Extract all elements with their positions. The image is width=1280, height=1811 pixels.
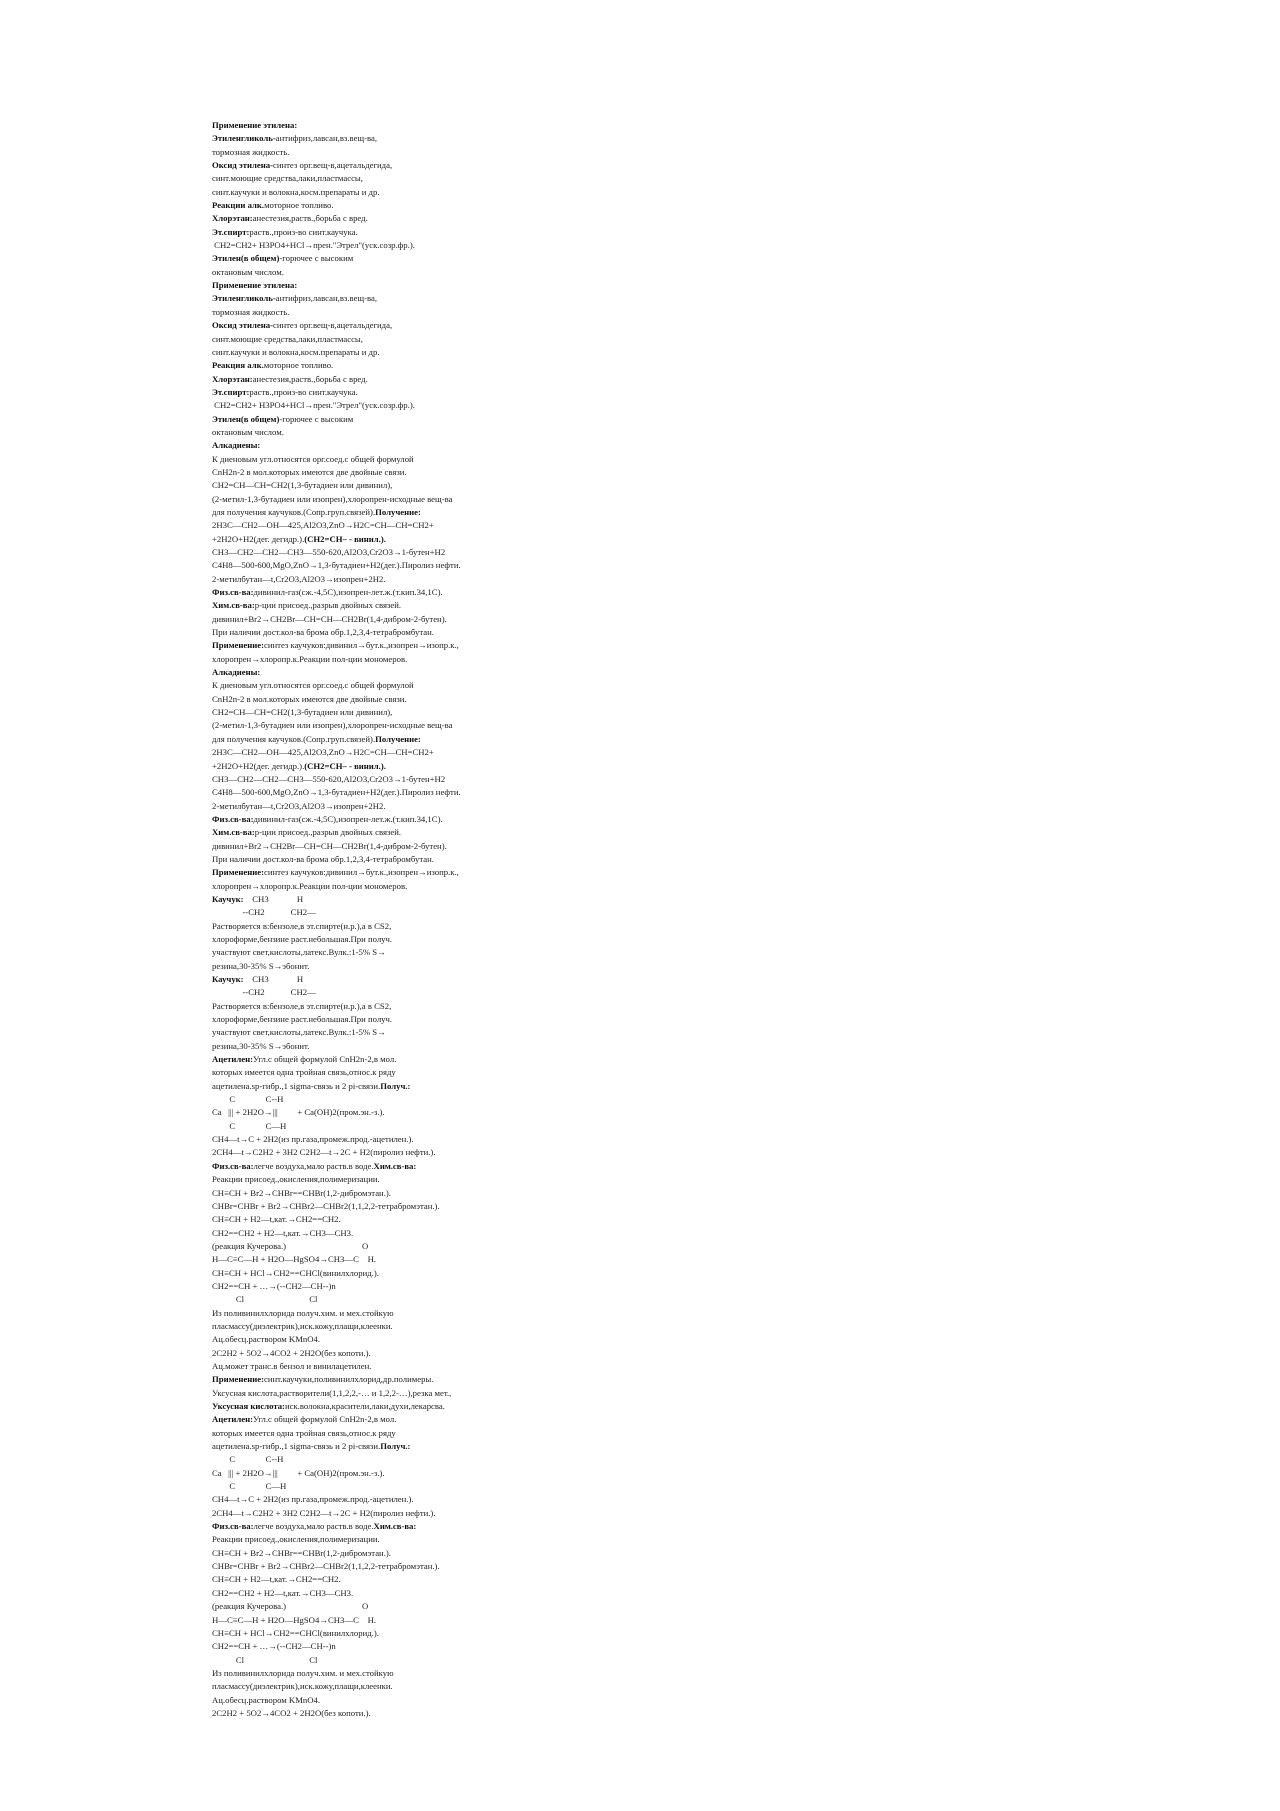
line-text: синтез каучуков:дивинил→бут.к.,изопрен→изопр.к.,	[264, 867, 459, 878]
text-line	[212, 132, 772, 145]
text-line	[212, 1213, 772, 1226]
text-line	[212, 373, 772, 386]
text-line	[212, 1187, 772, 1200]
text-line	[212, 693, 772, 706]
bold-heading: Этилен(в общем)	[212, 413, 280, 424]
text-line	[212, 893, 772, 906]
bold-heading: Физ.св-ва:	[212, 1160, 254, 1171]
bold-heading: Реакция алк.	[212, 360, 264, 371]
text-line	[212, 1507, 772, 1520]
line-text: октановым числом.	[212, 426, 284, 437]
text-line	[212, 786, 772, 799]
text-line	[212, 1093, 772, 1106]
text-line	[212, 1707, 772, 1720]
text-line	[212, 1587, 772, 1600]
line-text: Ац.может транс.в бензол и винилацетилен.	[212, 1360, 372, 1371]
text-line	[212, 639, 772, 652]
line-text: Угл.с общей формулой CnH2n-2,в мол.	[253, 1054, 397, 1065]
text-line	[212, 866, 772, 879]
text-line	[212, 746, 772, 759]
text-line	[212, 1240, 772, 1253]
text-line	[212, 986, 772, 999]
text-line	[212, 1480, 772, 1493]
text-line	[212, 853, 772, 866]
text-line	[212, 800, 772, 813]
text-line	[212, 386, 772, 399]
bold-heading: Физ.св-ва:	[212, 813, 254, 824]
text-line	[212, 346, 772, 359]
bold-heading: Применение этилена:	[212, 120, 298, 130]
line-text: +2H2O+H2(дег. дегидр.).	[212, 533, 305, 544]
text-line	[212, 546, 772, 559]
text-line	[212, 1013, 772, 1026]
line-text: C C--H	[212, 1454, 284, 1465]
line-text: CHBr=CHBr + Br2→CHBr2—CHBr2(1,1,2,2-тетрабромэтан.).	[212, 1561, 440, 1572]
text-line	[212, 506, 772, 519]
bold-heading: Получ.:	[380, 1080, 411, 1091]
line-text: CH4—t→C + 2H2(из пр.газа,промеж.прод.-ацетилен.).	[212, 1134, 414, 1145]
line-text: C C--H	[212, 1094, 284, 1105]
line-text: дивинил-газ(сж.-4,5C),изопрен-лет.ж.(т.кип.34,1C).	[253, 813, 443, 824]
text-line	[212, 613, 772, 626]
line-text: CH2=CH2+ H3PO4+HCl→прен."Этрел"(уск.созр.фр.).	[212, 240, 415, 251]
line-text: C C—H	[212, 1120, 287, 1131]
text-line	[212, 1000, 772, 1013]
line-text: тормозная жидкость.	[212, 146, 290, 157]
text-line	[212, 413, 772, 426]
line-text: CH2==CH2 + H2—t,кат.→CH3—CH3.	[212, 1227, 354, 1238]
bold-heading: Этиленгликоль-	[212, 133, 276, 144]
line-text: хлороформе,бензине раст.небольшая.При получ.	[212, 933, 393, 944]
line-text: Ca ||| + 2H2O→||| + Ca(OH)2(пром.эн.-з.).	[212, 1467, 385, 1478]
line-text: Cl Cl	[212, 1654, 318, 1665]
text-line	[212, 1120, 772, 1133]
text-line	[212, 666, 772, 679]
line-text: --CH2 CH2—	[212, 907, 316, 918]
line-text: 2C2H2 + 5O2→4CO2 + 2H2O(без копоти.).	[212, 1347, 371, 1358]
text-line	[212, 426, 772, 439]
bold-heading: Получение:	[375, 733, 421, 744]
line-text: для получения каучуков.(Сопр.груп.связей).	[212, 506, 376, 517]
bold-heading: Этиленгликоль-	[212, 293, 276, 304]
text-line	[212, 1173, 772, 1186]
line-text: Растворяется в:бензоле,в эт.спирте(н.р.),а в CS2,	[212, 1000, 392, 1011]
text-line	[212, 1200, 772, 1213]
line-text: иск.волокна,красители,лаки,духи,лекарсва.	[284, 1401, 445, 1411]
text-line	[212, 1293, 772, 1306]
line-text: CH≡CH + HCl→CH2==CHCl(винилхлорид.).	[212, 1627, 379, 1638]
bold-heading: Хлорэтан:	[212, 373, 253, 384]
line-text: синт.каучуки,поливинилхлорид,др.полимеры.	[264, 1374, 434, 1385]
text-line	[212, 1680, 772, 1693]
line-text: раств.,произ-во синт.каучука.	[249, 386, 358, 397]
line-text: пласмассу(диэлектрик),иск.кожу,плащи,клеенки.	[212, 1320, 393, 1331]
line-text: резина,30-35% S→эбонит.	[212, 1040, 310, 1051]
line-text: моторное топливо.	[263, 360, 334, 371]
line-text: (2-метил-1,3-бутадиен или изопрен),хлоропрен-исходные вещ-ва	[212, 720, 453, 731]
text-line	[212, 159, 772, 172]
line-text: моторное топливо.	[264, 200, 334, 211]
line-text: H—C≡C—H + H2O—HgSO4→CH3—C H.	[212, 1614, 377, 1625]
text-line	[212, 1227, 772, 1240]
line-text: пласмассу(диэлектрик),иск.кожу,плащи,клеенки.	[212, 1681, 393, 1692]
line-text: дивинил-газ(сж.-4,5C),изопрен-лет.ж.(т.кип.34,1C).	[253, 587, 443, 598]
line-text: синт.моющие средства,лаки,пластмассы,	[212, 333, 363, 344]
line-text: дивинил+Br2→CH2Br—CH=CH—CH2Br(1,4-дибром-2-бутен).	[212, 613, 447, 624]
text-line	[212, 333, 772, 346]
line-text: октановым числом.	[212, 266, 284, 277]
line-text: анестезия,раств.,борьба с вред.	[252, 213, 368, 224]
bold-heading: Применение:	[212, 1374, 264, 1385]
text-line	[212, 493, 772, 506]
text-line	[212, 946, 772, 959]
line-text: хлороформе,бензине раст.небольшая.При получ.	[212, 1014, 393, 1025]
text-line	[212, 1066, 772, 1079]
line-text: 2CH4—t→C2H2 + 3H2 C2H2—t→2C + H2(пиролиз нефти.).	[212, 1147, 436, 1158]
text-line	[212, 653, 772, 666]
text-line	[212, 1026, 772, 1039]
text-line	[212, 1654, 772, 1667]
bold-heading: Получение:	[375, 506, 421, 517]
line-text: К диеновым угл.относятся орг.соед.с общей формулой	[212, 453, 414, 464]
text-line	[212, 1400, 772, 1413]
bold-heading: Оксид этилена-	[212, 160, 273, 171]
text-line	[212, 1387, 772, 1400]
line-text: (реакция Кучерова.) O	[212, 1240, 369, 1251]
line-text: р-ции присоед.,разрыв двойных связей.	[254, 600, 402, 611]
text-line	[212, 1600, 772, 1613]
text-line	[212, 1533, 772, 1546]
line-text: 2-метилбутан—t,Cr2O3,Al2O3→изопрен+2H2.	[212, 573, 386, 584]
text-line	[212, 1560, 772, 1573]
text-line	[212, 573, 772, 586]
bold-heading: Эт.спирт:	[212, 226, 250, 237]
line-text: К диеновым угл.относятся орг.соед.с общей формулой	[212, 680, 414, 691]
line-text: +2H2O+H2(дег. дегидр.).	[212, 760, 305, 771]
text-line	[212, 1427, 772, 1440]
text-line	[212, 292, 772, 305]
line-text: H—C≡C—H + H2O—HgSO4→CH3—C H.	[212, 1254, 377, 1265]
text-line	[212, 559, 772, 572]
line-text: Растворяется в:бензоле,в эт.спирте(н.р.),а в CS2,	[212, 920, 392, 931]
line-text: CH≡CH + H2—t,кат.→CH2==CH2.	[212, 1214, 341, 1225]
text-line	[212, 1080, 772, 1093]
line-text: Из поливинилхлорида получ.хим. и мех.стойкую	[212, 1307, 394, 1318]
line-text: Реакции присоед.,окисления,полимеризации.	[212, 1534, 380, 1545]
text-line	[212, 172, 772, 185]
bold-heading: Ацетилен:	[212, 1414, 254, 1425]
line-text: CH2==CH2 + H2—t,кат.→CH3—CH3.	[212, 1587, 354, 1598]
line-text: При наличии дост.кол-ва брома обр.1,2,3,4-тетрабромбутан.	[212, 853, 434, 864]
text-line	[212, 1694, 772, 1707]
line-text: Ац.обесц.раствором KMnO4.	[212, 1694, 321, 1705]
text-line	[212, 760, 772, 773]
bold-heading: (CH2=CH– - винил.).	[304, 533, 386, 544]
bold-heading: Применение этилена:	[212, 280, 298, 291]
bold-heading: Эт.спирт:	[212, 386, 250, 397]
line-text: При наличии дост.кол-ва брома обр.1,2,3,4-тетрабромбутан.	[212, 627, 434, 638]
text-line	[212, 960, 772, 973]
text-line	[212, 1614, 772, 1627]
text-line	[212, 519, 772, 532]
text-line	[212, 1440, 772, 1453]
text-line	[212, 453, 772, 466]
line-text: CH3 H	[243, 893, 304, 904]
text-line	[212, 719, 772, 732]
line-text: Cl Cl	[212, 1294, 318, 1305]
line-text: которых имеется одна тройная связь,относ.к ряду	[212, 1067, 396, 1078]
line-text: CH3—CH2—CH2—CH3—550-620,Al2O3,Cr2O3→1-бутен+H2	[212, 547, 446, 557]
line-text: которых имеется одна тройная связь,относ.к ряду	[212, 1427, 396, 1438]
line-text: --CH2 CH2—	[212, 987, 316, 998]
text-line	[212, 1053, 772, 1066]
bold-heading: Хим.св-ва:	[212, 600, 255, 611]
line-text: участвуют свет,кислоты,латекс.Вулк.:1-5% S→	[212, 947, 386, 958]
bold-heading: Хлорэтан:	[212, 213, 253, 224]
text-line	[212, 1573, 772, 1586]
line-text: CH4—t→C + 2H2(из пр.газа,промеж.прод.-ацетилен.).	[212, 1494, 414, 1505]
line-text: Ац.обесц.раствором KMnO4.	[212, 1334, 321, 1345]
text-line	[212, 679, 772, 692]
line-text: резина,30-35% S→эбонит.	[212, 960, 310, 971]
text-line	[212, 239, 772, 252]
text-line	[212, 586, 772, 599]
line-text: синтез орг.вещ-в,ацетальдегида,	[272, 160, 393, 171]
text-line	[212, 1547, 772, 1560]
line-text: участвуют свет,кислоты,латекс.Вулк.:1-5% S→	[212, 1027, 386, 1038]
line-text: C C—H	[212, 1481, 287, 1492]
text-line	[212, 733, 772, 746]
text-line	[212, 1307, 772, 1320]
text-line	[212, 1146, 772, 1159]
line-text: антифриз,лавсан,вз.вещ-ва,	[275, 133, 378, 144]
line-text: для получения каучуков.(Сопр.груп.связей).	[212, 733, 376, 744]
text-line	[212, 933, 772, 946]
text-line	[212, 706, 772, 719]
line-text: легче воздуха,мало раств.в воде.	[253, 1521, 374, 1532]
text-line	[212, 319, 772, 332]
text-line	[212, 1493, 772, 1506]
line-text: Угл.с общей формулой CnH2n-2,в мол.	[253, 1414, 397, 1425]
text-line	[212, 1347, 772, 1360]
line-text: хлоропрен→хлоропр.к.Реакции пол-ции мономеров.	[212, 880, 408, 891]
text-line	[212, 1453, 772, 1466]
text-line	[212, 1267, 772, 1280]
line-text: CH2=CH—CH=CH2(1,3-бутадиен или дивинил),	[212, 707, 393, 718]
line-text: CH≡CH + H2—t,кат.→CH2==CH2.	[212, 1574, 341, 1585]
bold-heading: Каучук:	[212, 974, 244, 984]
line-text: CHBr=CHBr + Br2→CHBr2—CHBr2(1,1,2,2-тетрабромэтан.).	[212, 1200, 440, 1211]
line-text: анестезия,раств.,борьба с вред.	[252, 373, 368, 384]
line-text: синт.каучуки и волокна,косм.препараты и др.	[212, 186, 380, 197]
line-text: раств.,произ-во синт.каучука.	[249, 226, 358, 237]
line-text: -горючее с высоким	[279, 413, 354, 424]
line-text: 2H3C—CH2—OH—425,Al2O3,ZnO→H2C=CH—CH=CH2+	[212, 520, 434, 531]
text-line	[212, 359, 772, 372]
line-text: Реакции присоед.,окисления,полимеризации.	[212, 1174, 380, 1185]
line-text: хлоропрен→хлоропр.к.Реакции пол-ции мономеров.	[212, 653, 408, 664]
bold-heading: Алкадиены:	[212, 667, 261, 678]
text-line	[212, 212, 772, 225]
text-line	[212, 1253, 772, 1266]
text-line	[212, 1627, 772, 1640]
text-line	[212, 279, 772, 292]
text-line	[212, 466, 772, 479]
text-line	[212, 1333, 772, 1346]
line-text: CH2=CH—CH=CH2(1,3-бутадиен или дивинил),	[212, 480, 393, 491]
line-text: CnH2n-2 в мол.которых имеются две двойные связи.	[212, 693, 407, 704]
text-line	[212, 1106, 772, 1119]
line-text: синт.моющие средства,лаки,пластмассы,	[212, 173, 363, 184]
text-line	[212, 533, 772, 546]
text-line	[212, 1640, 772, 1653]
bold-heading: Реакции алк.	[212, 200, 265, 211]
line-text: CnH2n-2 в мол.которых имеются две двойные связи.	[212, 466, 407, 477]
text-line	[212, 973, 772, 986]
line-text: Из поливинилхлорида получ.хим. и мех.стойкую	[212, 1667, 394, 1678]
bold-heading: Алкадиены:	[212, 440, 261, 451]
line-text: 2CH4—t→C2H2 + 3H2 C2H2—t→2C + H2(пиролиз нефти.).	[212, 1507, 436, 1518]
bold-heading: (CH2=CH– - винил.).	[304, 760, 386, 771]
text-line	[212, 1160, 772, 1173]
line-text: тормозная жидкость.	[212, 306, 290, 317]
text-line	[212, 186, 772, 199]
line-text: дивинил+Br2→CH2Br—CH=CH—CH2Br(1,4-дибром-2-бутен).	[212, 840, 447, 851]
bold-heading: Физ.св-ва:	[212, 1521, 254, 1532]
text-line	[212, 1667, 772, 1680]
line-text: CH≡CH + Br2→CHBr==CHBr(1,2-дибромэтан.).	[212, 1547, 391, 1558]
text-line	[212, 119, 772, 132]
bold-heading: Оксид этилена-	[212, 320, 273, 331]
document-page	[212, 119, 772, 1720]
bold-heading: Уксусная кислота:	[212, 1401, 285, 1411]
text-line	[212, 226, 772, 239]
text-line	[212, 626, 772, 639]
line-text: (реакция Кучерова.) O	[212, 1601, 369, 1612]
line-text: CH≡CH + Br2→CHBr==CHBr(1,2-дибромэтан.).	[212, 1187, 391, 1198]
line-text: ацетилена.sp-гибр.,1 sigma-связь и 2 pi-связи.	[212, 1441, 381, 1452]
text-line	[212, 266, 772, 279]
text-line	[212, 146, 772, 159]
text-line	[212, 439, 772, 452]
text-line	[212, 1133, 772, 1146]
bold-heading: Хим.св-ва:	[373, 1521, 417, 1532]
bold-heading: Хим.св-ва:	[373, 1160, 417, 1171]
bold-heading: Каучук:	[212, 893, 244, 904]
line-text: 2H3C—CH2—OH—425,Al2O3,ZnO→H2C=CH—CH=CH2+	[212, 747, 434, 758]
bold-heading: Применение:	[212, 640, 264, 651]
line-text: CH2==CH + …→(--CH2—CH--)n	[212, 1280, 336, 1291]
text-line	[212, 199, 772, 212]
bold-heading: Получ.:	[380, 1441, 411, 1452]
bold-heading: Физ.св-ва:	[212, 587, 254, 598]
line-text: CH3—CH2—CH2—CH3—550-620,Al2O3,Cr2O3→1-бутен+H2	[212, 773, 446, 784]
line-text: синтез каучуков:дивинил→бут.к.,изопрен→изопр.к.,	[264, 640, 459, 651]
line-text: Ca ||| + 2H2O→||| + Ca(OH)2(пром.эн.-з.).	[212, 1107, 385, 1118]
text-line	[212, 813, 772, 826]
line-text: антифриз,лавсан,вз.вещ-ва,	[275, 293, 378, 304]
text-line	[212, 906, 772, 919]
text-line	[212, 399, 772, 412]
text-line	[212, 306, 772, 319]
text-line	[212, 1373, 772, 1386]
line-text: CH≡CH + HCl→CH2==CHCl(винилхлорид.).	[212, 1267, 379, 1278]
text-line	[212, 479, 772, 492]
text-line	[212, 920, 772, 933]
text-line	[212, 1320, 772, 1333]
line-text: CH2==CH + …→(--CH2—CH--)n	[212, 1641, 336, 1652]
line-text: р-ции присоед.,разрыв двойных связей.	[254, 827, 402, 838]
line-text: (2-метил-1,3-бутадиен или изопрен),хлоропрен-исходные вещ-ва	[212, 493, 453, 504]
text-line	[212, 1280, 772, 1293]
line-text: ацетилена.sp-гибр.,1 sigma-связь и 2 pi-связи.	[212, 1080, 381, 1091]
line-text: 2C2H2 + 5O2→4CO2 + 2H2O(без копоти.).	[212, 1707, 371, 1718]
bold-heading: Ацетилен:	[212, 1054, 254, 1065]
text-line	[212, 840, 772, 853]
text-line	[212, 773, 772, 786]
line-text: -горючее с высоким	[279, 253, 354, 264]
line-text: Уксусная кислота,растворители(1,1,2,2,-… и 1,2,2-…),резка мет.,	[212, 1387, 452, 1398]
line-text: CH3 H	[243, 974, 304, 984]
text-line	[212, 1467, 772, 1480]
line-text: C4H8—500-600,MgO,ZnO→1,3-бутадиен+H2(дег.).Пиролиз нефти.	[212, 787, 461, 798]
line-text: C4H8—500-600,MgO,ZnO→1,3-бутадиен+H2(дег.).Пиролиз нефти.	[212, 560, 461, 571]
bold-heading: Применение:	[212, 867, 264, 878]
bold-heading: Этилен(в общем)	[212, 253, 280, 264]
text-line	[212, 826, 772, 839]
text-line	[212, 1040, 772, 1053]
line-text: CH2=CH2+ H3PO4+HCl→прен."Этрел"(уск.созр.фр.).	[212, 400, 415, 411]
line-text: синтез орг.вещ-в,ацетальдегида,	[272, 320, 393, 331]
text-line	[212, 252, 772, 265]
line-text: синт.каучуки и волокна,косм.препараты и др.	[212, 346, 380, 357]
text-line	[212, 599, 772, 612]
text-line	[212, 880, 772, 893]
text-line	[212, 1520, 772, 1533]
line-text: легче воздуха,мало раств.в воде.	[253, 1160, 374, 1171]
text-line	[212, 1360, 772, 1373]
line-text: 2-метилбутан—t,Cr2O3,Al2O3→изопрен+2H2.	[212, 800, 386, 811]
bold-heading: Хим.св-ва:	[212, 827, 255, 838]
text-line	[212, 1413, 772, 1426]
